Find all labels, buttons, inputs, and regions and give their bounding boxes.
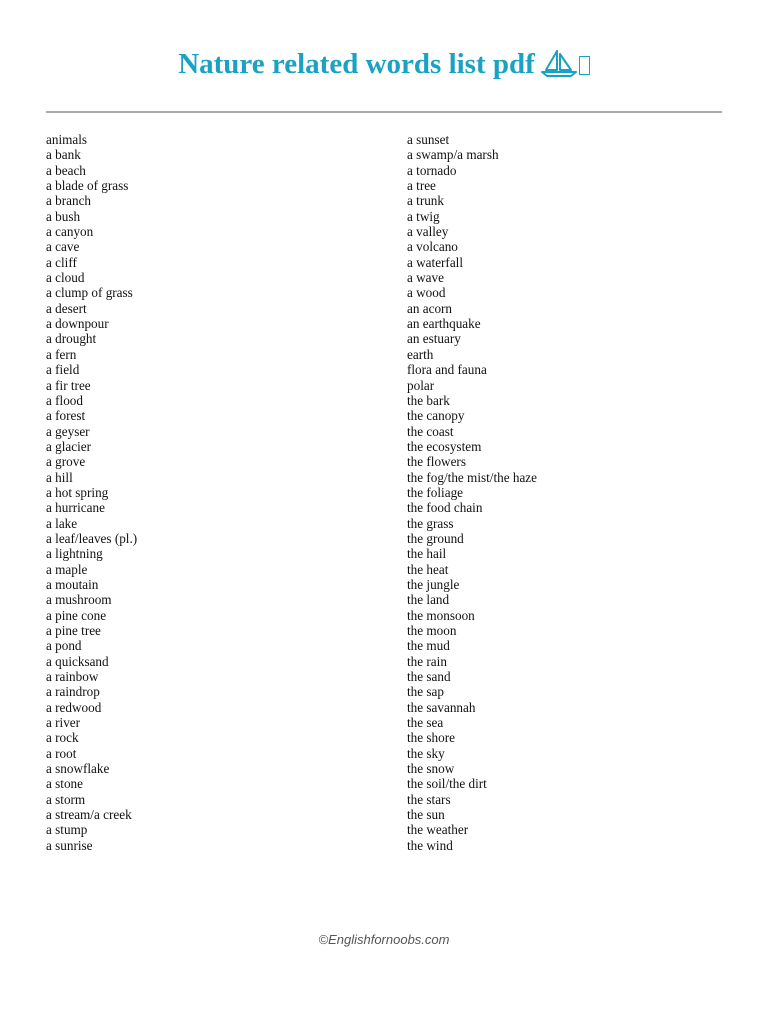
- word-item: a rainbow: [46, 669, 99, 685]
- word-item: a moutain: [46, 576, 99, 592]
- word-item: a pine cone: [46, 607, 107, 623]
- word-item: the hail: [407, 546, 447, 562]
- word-item: a bank: [46, 147, 81, 163]
- word-item: a raindrop: [46, 684, 100, 700]
- word-item: flora and fauna: [407, 362, 487, 378]
- word-item: a forest: [46, 408, 86, 424]
- word-item: a hill: [46, 469, 73, 485]
- word-item: the land: [407, 592, 450, 608]
- word-item: the sap: [407, 684, 444, 700]
- word-item: a valley: [407, 224, 449, 240]
- word-item: a storm: [46, 791, 86, 807]
- word-item: the sky: [407, 745, 445, 761]
- word-item: the foliage: [407, 484, 464, 500]
- word-item: a lake: [46, 515, 78, 531]
- word-item: the canopy: [407, 408, 465, 424]
- word-item: a drought: [46, 331, 97, 347]
- word-item: a tree: [407, 178, 436, 194]
- word-item: a flood: [46, 392, 83, 408]
- word-item: a blade of grass: [46, 178, 129, 194]
- word-item: a canyon: [46, 224, 94, 240]
- word-item: the sand: [407, 669, 451, 685]
- word-item: the wind: [407, 837, 453, 853]
- word-item: the mud: [407, 638, 450, 654]
- word-item: the sea: [407, 715, 444, 731]
- word-item: a root: [46, 745, 77, 761]
- word-item: a river: [46, 715, 81, 731]
- word-item: the coast: [407, 423, 454, 439]
- sailboat-icon: [541, 49, 577, 77]
- word-item: the snow: [407, 761, 455, 777]
- word-item: a geyser: [46, 423, 90, 439]
- word-item: earth: [407, 346, 434, 362]
- word-item: a field: [46, 362, 80, 378]
- word-item: a cave: [46, 239, 80, 255]
- word-item: the monsoon: [407, 607, 475, 623]
- word-item: the savannah: [407, 699, 476, 715]
- word-item: a tornado: [407, 162, 457, 178]
- footer-copyright: ©Englishfornoobs.com: [318, 932, 450, 947]
- page-title-text: Nature related words list pdf: [178, 48, 535, 80]
- word-item: the bark: [407, 392, 450, 408]
- missing-glyph-icon: [579, 56, 590, 75]
- word-item: a leaf/leaves (pl.): [46, 530, 138, 546]
- word-item: the rain: [407, 653, 447, 669]
- word-item: the heat: [407, 561, 449, 577]
- word-item: a desert: [46, 300, 87, 316]
- word-item: a hot spring: [46, 484, 109, 500]
- word-item: a cliff: [46, 254, 77, 270]
- word-item: a maple: [46, 561, 88, 577]
- word-item: an earthquake: [407, 316, 481, 332]
- word-item: a clump of grass: [46, 285, 133, 301]
- word-item: a quicksand: [46, 653, 109, 669]
- word-item: the food chain: [407, 500, 483, 516]
- page-title: [0, 46, 768, 82]
- word-item: a mushroom: [46, 592, 112, 608]
- word-item: a pond: [46, 638, 82, 654]
- word-item: a sunrise: [46, 837, 93, 853]
- word-item: a pine tree: [46, 623, 101, 638]
- word-item: a fir tree: [46, 377, 91, 393]
- word-item: the grass: [407, 515, 454, 531]
- word-item: a grove: [46, 454, 86, 470]
- word-item: the soil/the dirt: [407, 776, 487, 792]
- word-item: a twig: [407, 208, 440, 224]
- word-item: a cloud: [46, 270, 85, 286]
- word-item: a fern: [46, 346, 77, 362]
- word-item: a stump: [46, 822, 88, 838]
- word-item: an acorn: [407, 300, 453, 316]
- word-item: a stream/a creek: [46, 807, 132, 823]
- word-item: a snowflake: [46, 761, 110, 777]
- word-item: the stars: [407, 791, 451, 807]
- word-item: a beach: [46, 162, 86, 178]
- word-item: a branch: [46, 193, 92, 209]
- word-list-right: [407, 132, 537, 853]
- word-item: a stone: [46, 776, 83, 792]
- word-item: a sunset: [407, 132, 450, 147]
- word-item: the sun: [407, 807, 445, 823]
- word-item: a downpour: [46, 316, 109, 332]
- word-list-left: [46, 132, 137, 853]
- word-item: a trunk: [407, 193, 444, 209]
- word-item: the jungle: [407, 576, 460, 592]
- title-divider: [46, 111, 722, 113]
- word-item: the moon: [407, 623, 457, 638]
- word-item: a lightning: [46, 546, 103, 562]
- word-item: the flowers: [407, 454, 466, 470]
- word-item: a glacier: [46, 438, 92, 454]
- word-item: the ground: [407, 530, 464, 546]
- word-item: the shore: [407, 730, 455, 746]
- word-item: a hurricane: [46, 500, 105, 516]
- word-item: the ecosystem: [407, 438, 482, 454]
- word-item: the weather: [407, 822, 469, 838]
- word-item: animals: [46, 132, 88, 147]
- word-item: a wood: [407, 285, 446, 301]
- word-item: a redwood: [46, 699, 102, 715]
- word-item: a waterfall: [407, 254, 464, 270]
- word-item: an estuary: [407, 331, 461, 347]
- word-item: a wave: [407, 270, 444, 286]
- word-item: a volcano: [407, 239, 458, 255]
- word-item: a swamp/a marsh: [407, 147, 499, 163]
- word-item: polar: [407, 377, 435, 393]
- word-item: the fog/the mist/the haze: [407, 469, 538, 485]
- word-item: a rock: [46, 730, 79, 746]
- word-item: a bush: [46, 208, 81, 224]
